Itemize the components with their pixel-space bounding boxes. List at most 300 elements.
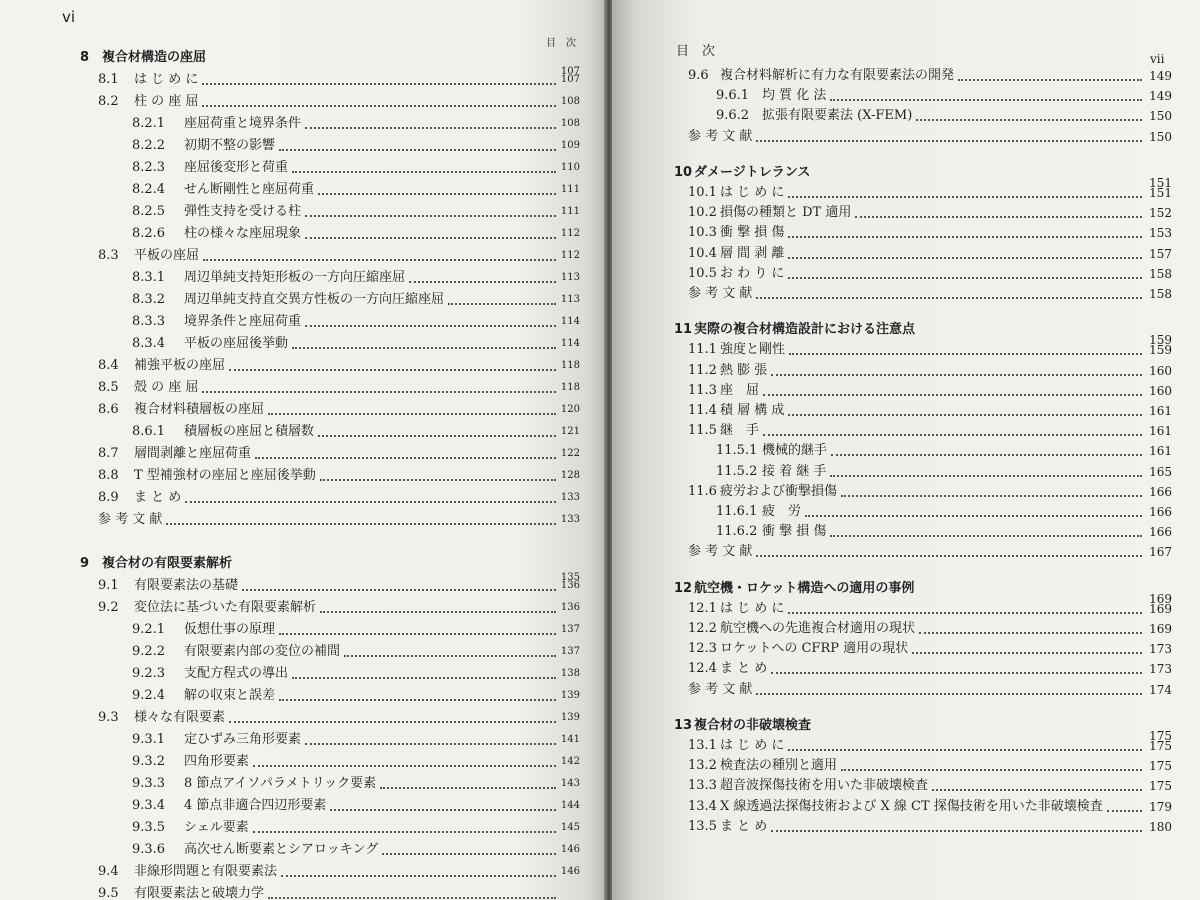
entry-title: 航空機への先進複合材適用の現状 [720,621,916,636]
page-ref: 111 [560,184,580,195]
page-ref: 159 [1149,333,1172,348]
entry-number: 9.3.5 [132,820,166,835]
page-ref: 133 [560,492,580,503]
toc-entry [0,400,606,420]
entry-title: 有限要素法の基礎 [134,578,239,593]
toc-entry [612,264,1200,284]
entry-number: 12.1 [688,600,717,616]
toc-entry [0,752,606,772]
entry-number: 8.2.1 [132,116,166,131]
entry-number: 9.6.2 [716,108,750,124]
toc-entry [612,66,1200,86]
page-ref: 173 [1149,662,1172,677]
toc-entry [0,840,606,860]
entry-number: 9.2.2 [132,644,166,659]
toc-entry [0,642,606,662]
entry-title: 解の収束と誤差 [184,688,276,703]
dot-leader [202,83,556,85]
dot-leader [185,501,556,503]
entry-number: 9.6.1 [716,88,750,104]
entry-title: お わ り に [720,265,785,281]
entry-number: 9.3 [98,710,119,725]
page-ref: 144 [560,800,580,811]
toc-entry [612,522,1200,542]
page-ref: 158 [1149,266,1172,281]
page-ref: 142 [560,756,580,767]
page-ref: 150 [1149,129,1172,144]
entry-number: 8.2.5 [132,204,166,219]
dot-leader [292,347,556,349]
toc-entry [0,466,606,486]
entry-number: 8.6.1 [132,424,166,439]
dot-leader [305,237,556,239]
entry-number: 11.1 [688,342,717,358]
entry-title: 定ひずみ三角形要素 [184,732,302,747]
toc-entry [612,340,1200,360]
entry-title: 周辺単純支持直交異方性板の一方向圧縮座屈 [184,292,445,307]
entry-title: 8 節点アイソパラメトリック要素 [184,776,377,791]
entry-number: 9.5 [98,886,119,900]
dot-leader [255,457,556,459]
page-number: vi [62,8,76,26]
dot-leader [268,897,556,899]
entry-title: 座屈荷重と境界条件 [184,116,302,131]
toc-entry [612,361,1200,381]
toc-entry [612,127,1200,147]
entry-number: 12.3 [688,641,717,657]
page-ref: 107 [560,74,580,85]
dot-leader [166,523,556,525]
entry-title: 層 間 剥 離 [720,245,785,261]
dot-leader [281,875,556,877]
dot-leader [318,193,556,195]
entry-title: 複合材構造の座屈 [102,50,207,65]
toc-entry [612,756,1200,776]
dot-leader [202,391,556,393]
toc-entry [612,401,1200,421]
entry-title: 4 節点非適合四辺形要素 [184,798,327,813]
entry-number: 9.2 [98,600,119,615]
entry-number: 11.6.2 [716,524,758,540]
dot-leader [279,633,556,635]
entry-number: 11.6 [688,483,717,499]
toc-entry [0,312,606,332]
page-ref: 137 [560,624,580,635]
toc-entry [0,598,606,618]
entry-title: 支配方程式の導出 [184,666,289,681]
chapter-heading [612,163,1200,190]
toc-entry [612,542,1200,562]
entry-number: 8.6 [98,402,119,417]
entry-title: 熱 膨 張 [720,362,768,378]
toc-entry [0,686,606,706]
entry-number: 8.3.4 [132,336,166,351]
entry-number: 13 [674,717,693,733]
toc-entry [612,183,1200,203]
page-ref: 169 [1149,591,1172,606]
toc-entry [612,482,1200,502]
entry-number: 11.2 [688,362,717,378]
page-ref: 128 [560,470,580,481]
entry-title: 衝 撃 損 傷 [762,524,827,540]
entry-number: 10.4 [688,245,717,261]
entry-title: は じ め に [134,72,199,87]
dot-leader [380,787,556,789]
dot-leader [268,413,556,415]
toc-entry [0,356,606,376]
dot-leader [203,259,556,261]
page-ref: 175 [1149,739,1172,753]
toc-entry [0,796,606,816]
page-ref: 118 [560,382,580,393]
dot-leader [229,369,556,371]
page-ref: 153 [1149,226,1172,241]
dot-leader [330,809,556,811]
page-ref: 136 [560,602,580,613]
entry-number: 8.1 [98,72,119,87]
toc-entry [612,599,1200,619]
toc-entry [612,736,1200,756]
entry-title: 積 層 構 成 [720,403,785,418]
entry-title: 参 考 文 献 [98,512,163,527]
dot-leader [305,325,556,327]
entry-title: 複合材料解析に有力な有限要素法の開発 [720,68,955,83]
chapter-heading [0,554,606,583]
toc-entry [612,462,1200,482]
toc-entry [612,797,1200,817]
chapter-heading [612,716,1200,743]
toc-entry [612,421,1200,441]
entry-number: 8 [80,50,90,65]
toc-entry [0,290,606,310]
entry-title: 平板の座屈 [134,248,200,263]
toc-entry [612,86,1200,106]
page-ref: 118 [560,360,580,371]
entry-number: 11.5.1 [716,443,758,459]
entry-number: 13.4 [688,798,717,814]
toc-entry [612,203,1200,223]
entry-title: シェル要素 [184,820,249,835]
entry-number: 10.1 [688,185,717,200]
toc-entry [612,244,1200,264]
page-ref: 139 [560,690,580,701]
chapter-heading [612,320,1200,348]
dot-leader [320,611,556,613]
toc-entry [612,619,1200,639]
entry-title: せん断剛性と座屈荷重 [184,182,315,197]
page-ref: 112 [560,228,580,239]
entry-title: 参 考 文 献 [688,128,753,144]
page-ref: 145 [560,822,580,833]
entry-number: 9.2.3 [132,666,166,681]
toc-entry [0,422,606,442]
toc-entry [0,378,606,398]
entry-number: 10.5 [688,265,717,281]
page-ref: 107 [560,66,580,77]
entry-title: 接 着 継 手 [762,463,827,479]
entry-number: 8.3 [98,248,119,263]
page-ref: 108 [560,96,580,107]
entry-number: 8.3.1 [132,270,166,285]
toc-entry [612,284,1200,304]
dot-leader [305,215,556,217]
entry-title: 殻 の 座 屈 [134,380,199,395]
entry-title: 参 考 文 献 [688,286,753,301]
entry-number: 8.3.2 [132,292,166,307]
page-ref: 161 [1149,404,1172,418]
entry-number: 9 [80,556,90,571]
entry-title: 積層板の座屈と積層数 [184,424,315,439]
page-ref: 174 [1149,682,1172,697]
entry-title: 四角形要素 [184,754,250,769]
toc-entry [612,776,1200,796]
entry-number: 9.1 [98,578,119,593]
page-ref: 157 [1149,246,1172,261]
entry-title: 損傷の種類と DT 適用 [720,205,852,221]
entry-number: 8.9 [98,490,119,505]
entry-number: 13.1 [688,738,717,753]
entry-number: 8.2 [98,94,119,109]
entry-number: 9.3.1 [132,732,166,747]
entry-number: 9.3.6 [132,842,166,857]
page-ref: 173 [1149,642,1172,657]
entry-title: ま と め [720,818,768,834]
page-ref: 133 [560,514,580,525]
entry-title: 有限要素内部の変位の補間 [184,644,341,659]
entry-title: 参 考 文 献 [688,681,753,697]
entry-title: 実際の複合材構造設計における注意点 [694,322,916,338]
page-ref: 111 [560,206,580,217]
entry-number: 11.5.2 [716,463,758,479]
page-ref: 175 [1149,728,1172,743]
page-ref: 151 [1149,175,1172,190]
page-ref: 150 [1149,109,1172,124]
entry-number: 11.4 [688,403,717,418]
entry-title: 層間剥離と座屈荷重 [134,446,252,461]
page-ref: 166 [1149,505,1172,519]
toc-entry [612,817,1200,837]
entry-title: 有限要素法と破壊力学 [134,886,265,900]
entry-number: 13.5 [688,818,717,834]
toc-entry [612,502,1200,522]
entry-number: 13.2 [688,758,717,774]
toc-entry [0,664,606,684]
entry-title: 高次せん断要素とシアロッキング [184,842,379,857]
dot-leader [344,655,556,657]
dot-leader [292,677,556,679]
page-ref: 166 [1149,525,1172,540]
entry-title: 仮想仕事の原理 [184,622,276,637]
toc-entry [0,444,606,464]
page-ref: 113 [560,294,580,305]
toc-entry [0,246,606,266]
entry-number: 11.6.1 [716,504,758,519]
entry-title: 参 考 文 献 [688,544,753,560]
entry-title: 柱 の 座 屈 [134,94,199,109]
entry-title: 複合材料積層板の座屈 [134,402,265,417]
entry-number: 8.3.3 [132,314,166,329]
chapter-heading [612,579,1200,606]
entry-number: 11.5 [688,423,717,439]
entry-title: 補強平板の座屈 [134,358,226,373]
page-ref: 149 [1149,89,1172,104]
toc-entry [0,576,606,596]
page-ref: 114 [560,316,580,327]
entry-number: 12 [674,580,693,596]
entry-title: 初期不整の影響 [184,138,276,153]
toc-entry [612,223,1200,243]
page-number: vii [1150,52,1165,66]
entry-title: 周辺単純支持矩形板の一方向圧縮座屈 [184,270,406,285]
page-ref: 175 [1149,759,1172,774]
entry-title: 航空機・ロケット構造への適用の事例 [694,580,915,596]
entry-title: 疲労および衝撃損傷 [720,483,838,499]
entry-title: 拡張有限要素法 (X-FEM) [762,108,913,124]
toc-entry [0,510,606,530]
page-ref: 151 [1149,186,1172,200]
toc-entry [0,268,606,288]
page-ref: 138 [560,668,580,679]
entry-title: ロケットへの CFRP 適用の現状 [720,641,909,657]
toc-entry [0,334,606,354]
page-ref: 158 [1149,287,1172,301]
page-ref: 169 [1149,601,1172,616]
entry-title: は じ め に [720,185,785,200]
entry-number: 9.3.3 [132,776,166,791]
page-ref: 149 [1149,69,1172,83]
page-ref: 113 [560,272,580,283]
running-header: 目 次 [676,44,716,59]
dot-leader [305,743,556,745]
page-ref: 166 [1149,484,1172,499]
right-page [612,0,1200,900]
entry-title: 超音波探傷技術を用いた非破壊検査 [720,778,929,794]
entry-number: 10.3 [688,225,717,241]
entry-title: 機械的継手 [762,443,828,459]
entry-title: 弾性支持を受ける柱 [184,204,302,219]
page-ref: 110 [560,162,580,173]
toc-entry [612,659,1200,679]
page-ref: 175 [1149,779,1172,794]
entry-number: 12.4 [688,661,717,677]
toc-entry [0,70,606,90]
entry-title: 変位法に基づいた有限要素解析 [134,600,317,615]
chapter-heading [0,48,606,77]
toc-entry [612,381,1200,401]
entry-title: T 型補強材の座屈と座屈後挙動 [134,468,316,483]
page-ref: 137 [560,646,580,657]
toc-entry [612,680,1200,700]
dot-leader [202,105,556,107]
toc-entry [0,488,606,508]
entry-title: 継 手 [720,423,760,439]
entry-number: 9.2.1 [132,622,166,637]
toc-entry [0,862,606,882]
entry-number: 8.2.3 [132,160,166,175]
entry-number: 8.4 [98,358,119,373]
entry-number: 9.6 [688,68,709,83]
entry-number: 9.3.2 [132,754,166,769]
page-ref: 120 [560,404,580,415]
entry-number: 11 [674,322,693,338]
page-ref: 146 [560,844,580,855]
page-ref: 180 [1149,819,1172,834]
entry-title: 均 質 化 法 [762,88,827,104]
entry-number: 8.2.6 [132,226,166,241]
entry-title: 境界条件と座屈荷重 [184,314,302,329]
toc-entry [612,106,1200,126]
entry-number: 8.2.4 [132,182,166,197]
dot-leader [305,127,556,129]
dot-leader [382,853,556,855]
entry-title: 座屈後変形と荷重 [184,160,289,175]
page-ref: 152 [1149,206,1172,221]
entry-title: 平板の座屈後挙動 [184,336,289,351]
entry-title: 複合材の有限要素解析 [102,556,233,571]
page-ref: 167 [1149,545,1172,560]
toc-entry [0,620,606,640]
page-ref: 112 [560,250,580,261]
page-ref: 146 [560,866,580,877]
entry-title: は じ め に [720,738,785,753]
entry-title: ま と め [720,661,768,677]
entry-title: 座 屈 [720,382,760,398]
toc-entry [0,708,606,728]
entry-number: 12.2 [688,621,717,636]
entry-title: 複合材の非破壊検査 [694,717,812,733]
entry-title: 疲 労 [762,504,802,519]
page-ref: 114 [560,338,580,349]
toc-entry [612,639,1200,659]
toc-entry [612,441,1200,461]
entry-title: ま と め [134,490,182,505]
dot-leader [448,303,556,305]
entry-number: 8.7 [98,446,119,461]
running-header: 目 次 [546,38,576,49]
page-ref: 160 [1149,383,1172,398]
entry-title: 様々な有限要素 [134,710,226,725]
page-ref: 143 [560,778,580,789]
entry-number: 11.3 [688,382,717,398]
page-ref: 121 [560,426,580,437]
toc-entry [0,884,606,900]
page-ref: 141 [560,734,580,745]
page-ref: 136 [560,580,580,591]
toc-entry [0,92,606,112]
page-ref: 161 [1149,424,1172,439]
toc-entry [0,730,606,750]
entry-title: ダメージトレランス [694,164,811,180]
page-ref: 161 [1149,444,1172,459]
dot-leader [253,765,556,767]
entry-title: 衝 撃 損 傷 [720,225,785,241]
dot-leader [292,171,556,173]
dot-leader [229,721,556,723]
toc-entry [0,158,606,178]
page-ref: 159 [1149,343,1172,358]
page-ref: 165 [1149,464,1172,479]
toc-entry [0,136,606,156]
dot-leader [242,589,556,591]
entry-number: 10 [674,164,693,180]
toc-entry [0,180,606,200]
toc-entry [0,224,606,244]
toc-entry [0,114,606,134]
page-ref: 160 [1149,363,1172,378]
dot-leader [279,699,556,701]
page-ref: 169 [1149,622,1172,636]
dot-leader [320,479,556,481]
